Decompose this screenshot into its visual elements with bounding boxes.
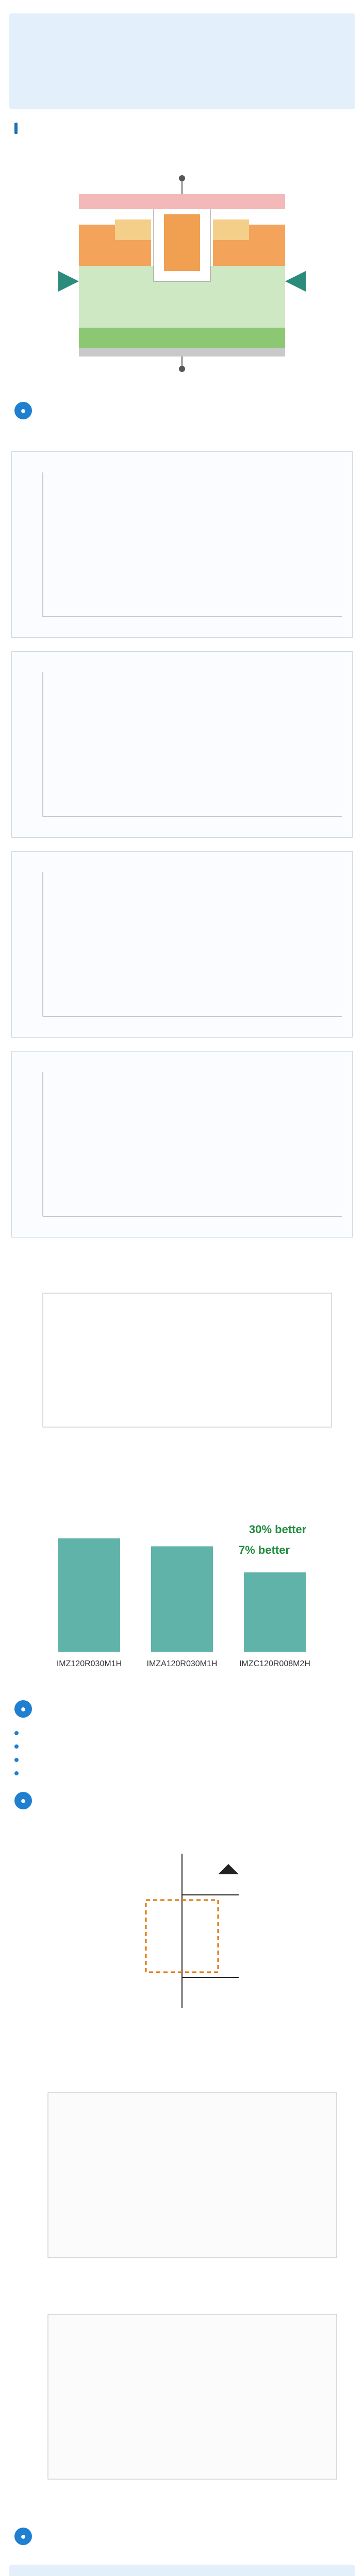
circuit-svg [43, 1833, 321, 2039]
drain-terminal-icon [179, 366, 185, 372]
nplus-left [115, 219, 151, 240]
section-3-para [9, 1453, 355, 1467]
temperature-svg [12, 2294, 352, 2510]
section-badge-icon: ● [14, 1792, 32, 1809]
arrow-left-icon [58, 271, 79, 292]
drain-metal [79, 348, 285, 357]
intro-box [9, 13, 355, 109]
source-metal [79, 194, 285, 209]
rth-bar [244, 1572, 306, 1652]
para-after-fom [9, 1243, 355, 1257]
summary-title [14, 2528, 37, 2545]
section-2-title [14, 402, 37, 419]
gate-poly [164, 214, 200, 271]
rth-svg [27, 1487, 337, 1683]
section-badge-icon: ● [14, 2528, 32, 2545]
temp-frame [48, 2314, 337, 2479]
fom-chart-4-svg [12, 1052, 352, 1237]
diode-icon [218, 1864, 239, 1874]
rth-bar-label: IMZ120R030M1H [56, 1659, 122, 1668]
summary-item-4 [14, 1766, 350, 1775]
bullet-icon [14, 1771, 19, 1775]
line-chart-svg [12, 1262, 352, 1448]
section-5-title [14, 1792, 37, 1809]
rth-chart [27, 1487, 337, 1683]
source-terminal-icon [179, 175, 185, 181]
summary-item-1 [14, 1726, 350, 1735]
section-3-para-2 [9, 1467, 355, 1482]
bullet-icon [14, 1758, 19, 1762]
section-accent [14, 123, 18, 134]
n-substrate [79, 328, 285, 348]
line-chart-frame [43, 1293, 332, 1427]
fom-chart-2 [11, 651, 353, 838]
eff-frame [48, 2093, 337, 2258]
section-badge-icon: ● [14, 402, 32, 419]
bullet-icon [14, 1744, 19, 1749]
rth-callout-1: 30% better [249, 1523, 307, 1536]
fom-chart-4 [11, 1051, 353, 1238]
rth-callout-2: 7% better [239, 1544, 290, 1556]
summary-item-3 [14, 1753, 350, 1762]
section-5-para [9, 1814, 355, 1828]
arrow-right-icon [285, 271, 306, 292]
rth-bar-label: IMZA120R030M1H [146, 1659, 218, 1668]
fom-chart-1-svg [12, 452, 352, 637]
fom-chart-3-svg [12, 852, 352, 1037]
mosfet-svg [43, 163, 321, 379]
bullet-icon [14, 1731, 19, 1735]
rth-bar [151, 1546, 213, 1652]
fom-chart-3 [11, 851, 353, 1038]
rth-bar-label: IMZC120R008M2H [239, 1659, 310, 1668]
mosfet-diagram [43, 163, 321, 379]
fom-chart-1 [11, 451, 353, 638]
rth-bars [57, 1538, 310, 1668]
nplus-right [213, 219, 249, 240]
temperature-chart [12, 2294, 352, 2510]
section-badge-icon: ● [14, 1700, 32, 1718]
fom-chart-2-svg [12, 652, 352, 837]
section-4-title [14, 1700, 37, 1718]
section-1-para [9, 138, 355, 152]
summary-item-2 [14, 1739, 350, 1749]
summary-box [9, 2565, 355, 2576]
section-2-para [9, 423, 355, 438]
efficiency-svg [12, 2072, 352, 2289]
section-1-title [14, 123, 350, 134]
circuit-diagram [43, 1833, 321, 2039]
line-chart [12, 1262, 352, 1448]
efficiency-chart [12, 2072, 352, 2289]
rth-bar [58, 1538, 120, 1652]
eff-para [9, 2053, 355, 2067]
article-page [0, 13, 364, 2576]
